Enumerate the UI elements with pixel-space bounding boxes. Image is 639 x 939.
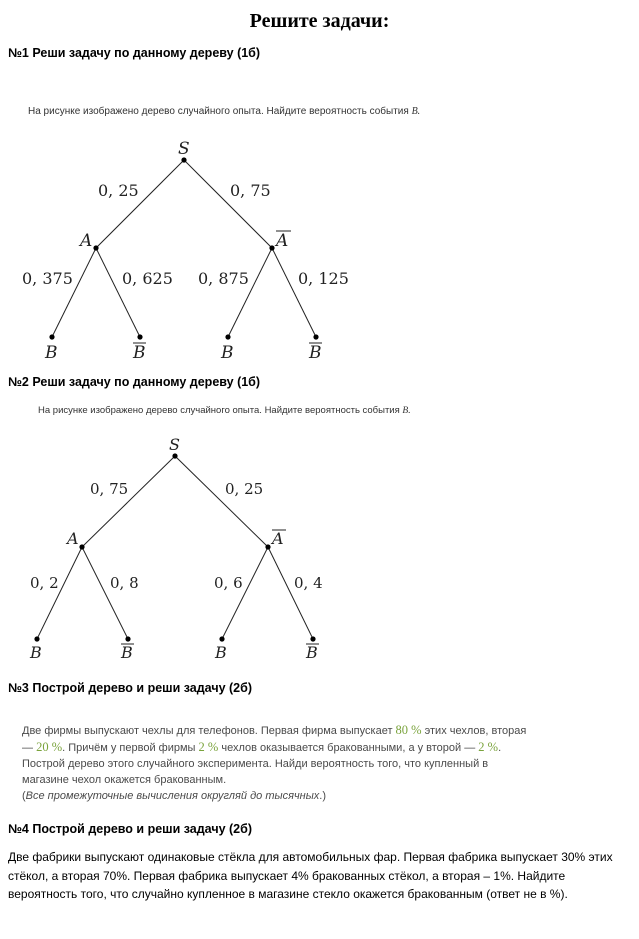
edge-a-bbar (96, 248, 140, 337)
task3-text-part: этих чехлов, вторая (421, 725, 527, 737)
task3-note-paren: .) (319, 790, 327, 802)
task3-text-part: . (498, 742, 502, 754)
edge-abar-b (228, 248, 272, 337)
prob-s-abar: 0, 75 (230, 181, 271, 200)
edge-s-a (82, 456, 175, 547)
task4-text: Две фабрики выпускают одинаковые стёкла для автомобильных фар. Первая фабрика выпускает 30% этих стёкол, а вторая 70%. Первая фабрика выпускает 4% бракованных стёкол, а вторая – 1%. Найдите вероятность того, что случайно купленное в магазине стекло окажется бракованным (ответ не в %). (8, 850, 613, 901)
task2-event: B. (402, 406, 411, 416)
edge-s-abar (175, 456, 268, 547)
node-leaf-4 (310, 636, 315, 641)
label-a: A (80, 231, 93, 251)
node-leaf-1 (34, 636, 39, 641)
label-s: S (169, 435, 180, 454)
task3-text-part: . Причём у первой фирмы (62, 742, 199, 754)
task3-line-1 (22, 722, 562, 739)
edge-abar-bbar (272, 248, 316, 337)
task3-number: 20 % (36, 740, 63, 754)
task1-event: B. (411, 106, 421, 117)
task1-tree (0, 130, 639, 370)
prob-leaf-3: 0, 875 (198, 269, 249, 288)
task3-line-3: Построй дерево этого случайного эксперимента. Найди вероятность того, что купленный в (22, 758, 489, 770)
prob-leaf-3: 0, 6 (214, 574, 243, 592)
task3-text-part: — (22, 742, 37, 754)
prob-leaf-2: 0, 8 (110, 574, 139, 592)
label-s: S (178, 139, 190, 159)
node-a (79, 544, 84, 549)
task3-note-text: Все промежуточные вычисления округляй до тысячных (25, 790, 320, 802)
edge-abar-bbar (268, 547, 313, 639)
task3-heading: №3 Построй дерево и реши задачу (2б) (8, 681, 252, 695)
task2-prompt-text: На рисунке изображено дерево случайного опыта. Найдите вероятность события (38, 405, 400, 416)
edge-a-b (52, 248, 96, 337)
task2-tree (0, 430, 639, 670)
label-leaf-1: B (30, 643, 42, 662)
label-leaf-1: B (45, 343, 58, 363)
task3-number: 2 % (478, 740, 499, 754)
prob-leaf-1: 0, 2 (30, 574, 59, 592)
prob-leaf-4: 0, 125 (298, 269, 349, 288)
node-abar (265, 544, 270, 549)
prob-s-a: 0, 75 (90, 480, 129, 498)
task3-note-paren: ( (22, 790, 26, 802)
label-leaf-2: B (121, 643, 133, 662)
page-title: Решите задачи: (249, 10, 390, 32)
node-leaf-3 (225, 334, 230, 339)
task3-note (22, 788, 562, 804)
label-leaf-2: B (133, 343, 146, 363)
edge-s-a (96, 160, 184, 248)
task3-number: 80 % (395, 723, 422, 737)
prob-leaf-4: 0, 4 (294, 574, 323, 592)
label-leaf-4: B (309, 343, 322, 363)
task1-heading: №1 Реши задачу по данному дереву (1б) (8, 46, 261, 60)
task1-prompt-text: На рисунке изображено дерево случайного опыта. Найдите вероятность события (28, 106, 409, 117)
edge-abar-b (222, 547, 268, 639)
task4-heading: №4 Построй дерево и реши задачу (2б) (8, 822, 252, 836)
prob-s-a: 0, 25 (98, 181, 139, 200)
prob-leaf-1: 0, 375 (22, 269, 73, 288)
task1-prompt (28, 106, 420, 117)
task2-prompt (38, 405, 411, 416)
label-leaf-4: B (306, 643, 318, 662)
node-a (93, 245, 98, 250)
node-leaf-1 (49, 334, 54, 339)
node-leaf-2 (125, 636, 130, 641)
node-s (172, 453, 177, 458)
task3-number: 2 % (198, 740, 219, 754)
label-a: A (67, 529, 79, 548)
prob-s-abar: 0, 25 (225, 480, 264, 498)
node-leaf-4 (313, 334, 318, 339)
label-leaf-3: B (215, 643, 227, 662)
label-abar: A (272, 529, 284, 548)
label-abar: A (276, 231, 289, 251)
edge-a-b (37, 547, 82, 639)
label-leaf-3: B (221, 343, 234, 363)
task3-text-part: Две фирмы выпускают чехлы для телефонов. Первая фирма выпускает (22, 725, 396, 737)
task2-heading: №2 Реши задачу по данному дереву (1б) (8, 375, 261, 389)
node-leaf-2 (137, 334, 142, 339)
node-leaf-3 (219, 636, 224, 641)
task3-text-part: чехлов оказывается бракованными, а у второй — (218, 742, 479, 754)
task3-line-2 (22, 739, 562, 756)
node-abar (269, 245, 274, 250)
task3-text (22, 722, 562, 804)
edge-s-abar (184, 160, 272, 248)
task3-line-4: магазине чехол окажется бракованным. (22, 774, 227, 786)
edge-a-bbar (82, 547, 128, 639)
prob-leaf-2: 0, 625 (122, 269, 173, 288)
